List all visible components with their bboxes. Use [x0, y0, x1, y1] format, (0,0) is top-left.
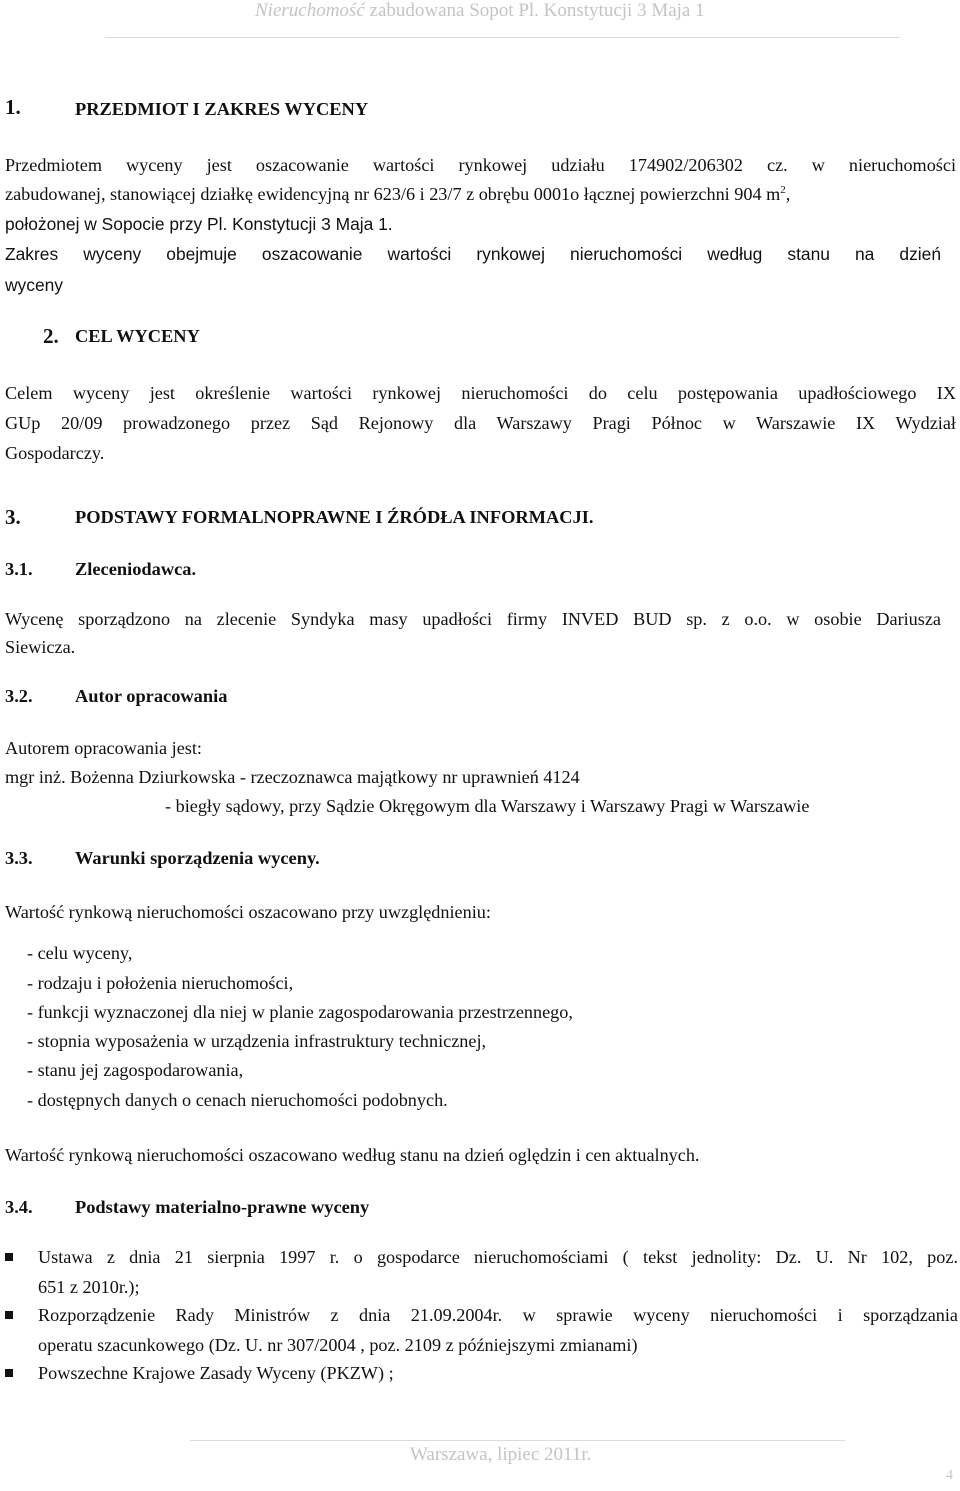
square-bullet-icon — [5, 1253, 13, 1261]
square-bullet-icon — [5, 1311, 13, 1319]
section-2-line2: GUp 20/09 prowadzonego przez Sąd Rejonowy dla Warszawy Pragi Północ w Warszawie IX Wydział — [5, 413, 956, 433]
section-1-title: PRZEDMIOT I ZAKRES WYCENY — [75, 99, 369, 119]
header-title-italic: Nieruchomość — [255, 0, 365, 21]
section-3-2-title: Autor opracowania — [75, 686, 228, 706]
section-3-2-number: 3.2. — [5, 686, 33, 706]
legal-basis-item-line2: 651 z 2010r.); — [38, 1277, 140, 1297]
legal-basis-item-line2: operatu szacunkowego (Dz. U. nr 307/2004 , poz. 2109 z późniejszymi zmianami) — [38, 1335, 638, 1355]
legal-basis-item-line1: Ustawa z dnia 21 sierpnia 1997 r. o gospodarce nieruchomościami ( tekst jednolity: Dz. U. Nr 102, poz. — [38, 1247, 958, 1267]
footer-divider — [190, 1440, 845, 1441]
section-3-1-title: Zleceniodawca. — [75, 559, 197, 579]
square-bullet-icon — [5, 1369, 13, 1377]
section-2-line3: Gospodarczy. — [5, 443, 105, 463]
section-3-1-line2: Siewicza. — [5, 637, 76, 657]
header-title-rest: zabudowana Sopot Pl. Konstytucji 3 Maja 1 — [364, 0, 705, 21]
section-3-number: 3. — [5, 505, 21, 529]
page-number: 4 — [946, 1468, 953, 1483]
section-1-para1-line2-comma: , — [785, 184, 791, 204]
header-title — [255, 0, 705, 22]
page-header — [0, 0, 960, 44]
section-3-2-line1: Autorem opracowania jest: — [5, 738, 202, 758]
section-3-3-title: Warunki sporządzenia wyceny. — [75, 848, 320, 868]
header-divider — [105, 37, 900, 38]
section-1-number: 1. — [5, 95, 21, 119]
section-1-para1-line1: Przedmiotem wyceny jest oszacowanie wartości rynkowej udziału 174902/206302 cz. w nieruchomości — [5, 155, 956, 175]
section-3-2-line2: mgr inż. Bożenna Dziurkowska - rzeczoznawca majątkowy nr uprawnień 4124 — [5, 767, 580, 787]
section-1-para1-line2 — [5, 179, 956, 209]
legal-basis-item-line1: Rozporządzenie Rady Ministrów z dnia 21.09.2004r. w sprawie wyceny nieruchomości i sporządzania — [38, 1305, 958, 1325]
section-3-1-number: 3.1. — [5, 559, 33, 579]
condition-item: - stopnia wyposażenia w urządzenia infrastruktury technicznej, — [27, 1031, 487, 1051]
section-3-4-number: 3.4. — [5, 1197, 33, 1217]
section-2-number: 2. — [43, 324, 59, 348]
section-2-title: CEL WYCENY — [75, 326, 200, 346]
section-3-3-intro: Wartość rynkową nieruchomości oszacowano przy uwzględnieniu: — [5, 902, 491, 922]
condition-item: - stanu jej zagospodarowania, — [27, 1060, 244, 1080]
section-3-3-closing: Wartość rynkową nieruchomości oszacowano według stanu na dzień oględzin i cen aktualnych. — [5, 1145, 700, 1165]
section-2-line1: Celem wyceny jest określenie wartości rynkowej nieruchomości do celu postępowania upadłościowego IX — [5, 383, 956, 403]
section-1-para2-line1: Zakres wyceny obejmuje oszacowanie wartości rynkowej nieruchomości według stanu na dzień — [5, 244, 941, 264]
condition-item: - celu wyceny, — [27, 943, 133, 963]
legal-basis-item-line1: Powszechne Krajowe Zasady Wyceny (PKZW) ; — [38, 1363, 394, 1383]
area-superscript: 2 — [780, 184, 786, 196]
condition-item: - rodzaju i położenia nieruchomości, — [27, 973, 294, 993]
section-3-3-number: 3.3. — [5, 848, 33, 868]
section-1-para1-line2-text: zabudowanej, stanowiącej działkę ewidencyjną nr 623/6 i 23/7 z obrębu 0001o łącznej powierzchni 904 m — [5, 184, 781, 204]
footer-text: Warszawa, lipiec 2011r. — [410, 1444, 592, 1465]
condition-item: - dostępnych danych o cenach nieruchomości podobnych. — [27, 1090, 448, 1110]
condition-item: - funkcji wyznaczonej dla niej w planie zagospodarowania przestrzennego, — [27, 1002, 573, 1022]
section-3-4-title: Podstawy materialno-prawne wyceny — [75, 1197, 370, 1217]
section-1-para2-line2: wyceny — [5, 275, 63, 295]
section-3-2-line3: - biegły sądowy, przy Sądzie Okręgowym dla Warszawy i Warszawy Pragi w Warszawie — [165, 796, 810, 816]
section-3-title: PODSTAWY FORMALNOPRAWNE I ŹRÓDŁA INFORMACJI. — [75, 507, 594, 527]
section-3-1-line1: Wycenę sporządzono na zlecenie Syndyka masy upadłości firmy INVED BUD sp. z o.o. w osobie Dariusza — [5, 609, 941, 629]
section-1-para1-line3: położonej w Sopocie przy Pl. Konstytucji 3 Maja 1. — [5, 214, 393, 234]
